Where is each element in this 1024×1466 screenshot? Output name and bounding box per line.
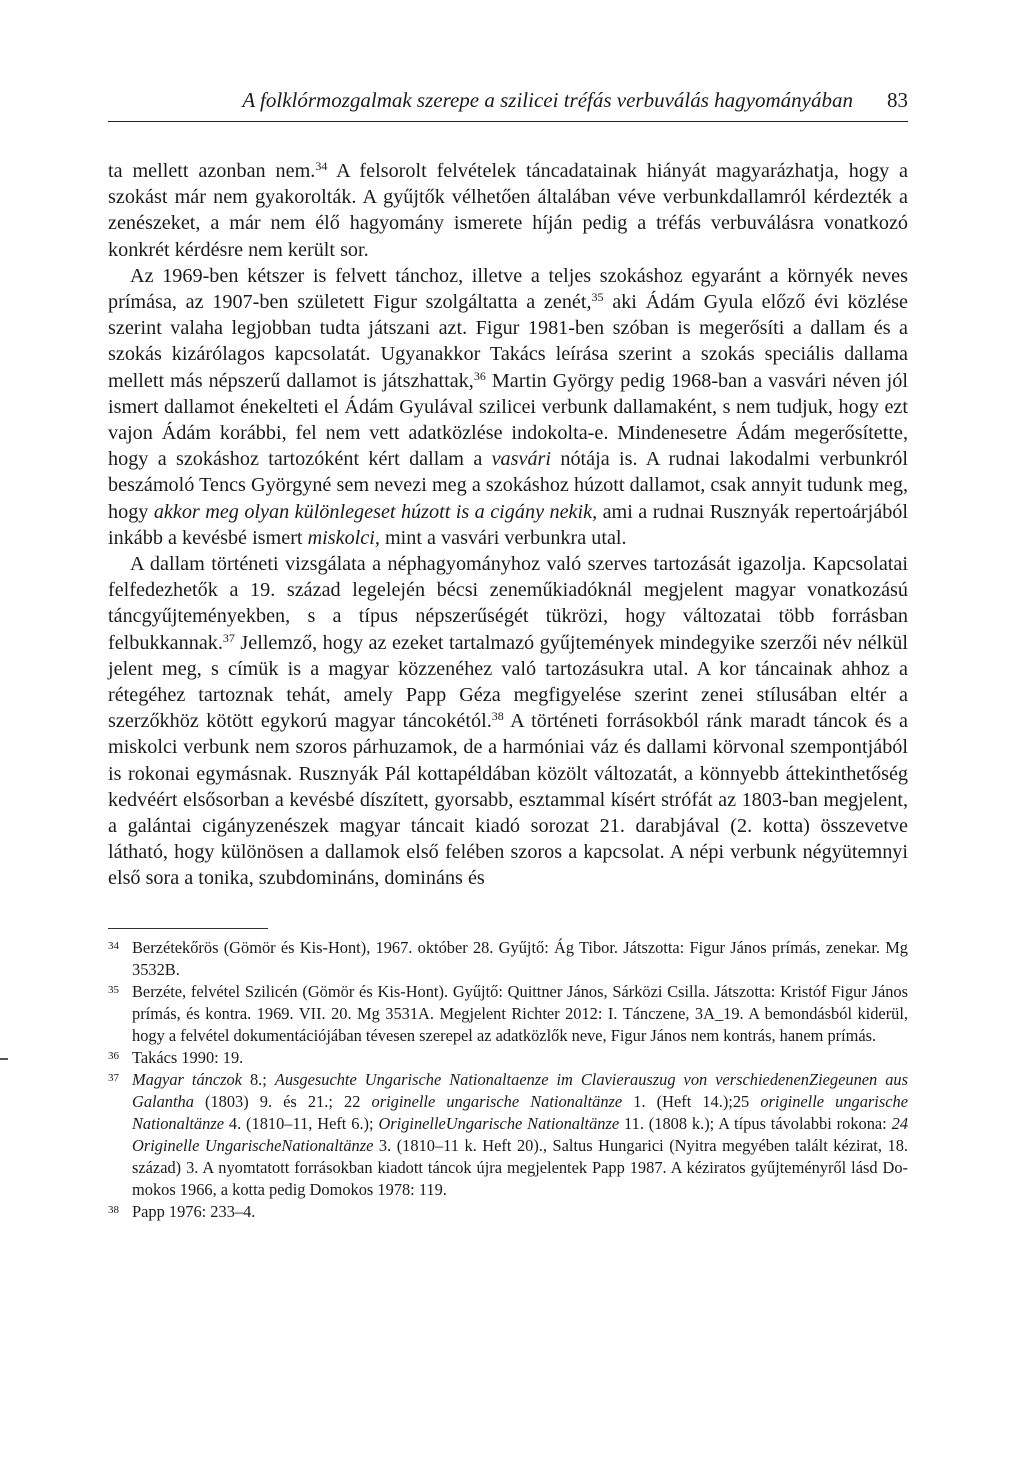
italic-title: 24 Originelle UngarischeNationaltänze (132, 1113, 909, 1155)
text-run: Papp 1976: 233–4. (132, 1201, 256, 1221)
footnotes (108, 937, 908, 1223)
italic-term-miskolci: miskolci, (307, 526, 380, 549)
text-run: Takács 1990: 19. (132, 1047, 244, 1067)
scan-edge-mark (0, 1058, 8, 1060)
text-run: Az 1969-ben kétszer is felvett tánchoz, illetve a teljes szokáshoz egyaránt a környék neves prímása, az 1907-ben született Figur szolgáltatta a zenét, (108, 264, 908, 314)
text-run: Berzétekőrös (Gömör és Kis-Hont), 1967. október 28. Gyűjtő: Ág Tibor. Játszotta: Figur János prímás, zenekar. Mg 3532B. (132, 937, 908, 979)
text-run: 3. (1810–11 k. Heft 20)., Saltus Hungarici (Nyitra megyében talált kézirat, 18. század) 3. A nyomtatott forrásokban kiadott táncok újra megjelentek Papp 1987. A kéziratos gyűjteményről lásd Domokos 1966, a kotta pedig Domokos 1978: 119. (132, 1135, 908, 1199)
text-run: ami a rudnai Rusznyák repertoárjából inkább a kevésbé ismert (108, 500, 908, 549)
footnote-ref-38: 38 (491, 709, 504, 724)
footnote-36 (108, 1047, 908, 1069)
footnote-ref-37: 37 (222, 630, 235, 645)
footnote-ref-35: 35 (591, 290, 604, 305)
text-run: (1803) 9. és 21.; 22 (193, 1091, 372, 1111)
text-run: Jellemző, hogy az ezeket tartalmazó gyűjtemények mindegyike szerzői név nélkül jelent meg, s címük is a magyar közzenéhez való tartozásukra utal. A kor táncainak ahhoz a rétegéhez tartoznak tehát, amely Papp Géza megfigyelése szerint zenei stílusában eltér a szerzőkhöz kötött egykorú magyar táncokétól. (108, 631, 908, 733)
main-text (108, 158, 908, 892)
text-run: A dallam történeti vizsgálata a néphagyományhoz való szerves tartozását igazolja. Kapcsolatai felfedezhetők a 19. század legelején bécsi zeneműkiadóknál megjelent magyar vonatkozású táncgyűjteményekben, s a típus népszerűségét tükrözi, hogy változatai több forrásban felbukkannak. (108, 553, 908, 654)
page-number: 83 (887, 88, 908, 112)
footnote-text (132, 1201, 908, 1223)
paragraph-2 (108, 263, 908, 551)
text-run: 8.; (241, 1069, 275, 1089)
paragraph-1 (108, 158, 908, 263)
footnote-text (132, 1047, 908, 1069)
text-run: A történeti forrásokból ránk maradt táncok és a miskolci verbunk nem szoros párhuzamok, de a harmóniai váz és dallami körvonal szempontjából is rokonai egymásnak. Rusznyák Pál kottapéldában közölt változatát, a könnyebb áttekinthetőség kedvéért elsősorban a kevésbé díszített, gyorsabb, esztammal kísért strófát az 1803-ban megjelent, a galántai cigányzenészek magyar táncait kiadó sorozat 21. darabjával (2. kotta) összevetve látható, hogy különösen a dallamok első felében szoros a kapcsolat. A népi verbunk négyütemnyi első sora a tonika, szubdomináns, domináns és (108, 710, 908, 890)
text-run: Martin György pedig 1968-ban a vasvári néven jól ismert dallamot énekelteti el Ádám Gyulával szilicei verbunk dallamaként, s nem tudjuk, hogy ezt vajon Ádám korábbi, fel nem vett adatközlése indokolta-e. Mindenesetre Ádám megerősítette, hogy a szokáshoz tartozóként kért dallam a (108, 369, 908, 471)
footnote-text (132, 981, 908, 1047)
footnote-ref-36: 36 (473, 368, 486, 383)
italic-quote: akkor meg olyan különlegeset húzott is a cigány nekik, (153, 500, 598, 523)
footnote-37 (108, 1069, 908, 1201)
text-run: 4. (1810–11, Heft 6.); (223, 1113, 379, 1133)
italic-title: originelle ungarische Nationaltänze (371, 1091, 623, 1111)
footnote-ref-34: 34 (315, 159, 328, 173)
running-title: A folklórmozgalmak szerepe a szilicei tréfás verbuválás hagyományában (242, 88, 853, 112)
text-run: A felsorolt felvételek táncadatainak hiányát magyarázhatja, hogy a szokást már nem gyakorolták. A gyűjtők vélhetően általában véve verbunkdallamról kérdezték a zenészeket, a már nem élő hagyomány ismerete híján pedig a tréfás verbuválásra vonatkozó konkrét kérdésre nem került sor. (108, 160, 909, 261)
italic-title: OriginelleUngarische Nationaltänze (378, 1113, 620, 1133)
footnote-35 (108, 981, 908, 1047)
footnote-38 (108, 1201, 908, 1223)
footnote-number: 35 (108, 983, 119, 996)
italic-title: Ausgesuchte Ungarische Nationaltaenze im Clavierauszug von verschiedenenZiegeunen aus Galantha (132, 1069, 908, 1111)
footnote-number: 38 (108, 1203, 119, 1216)
text-run: mint a vasvári verbunkra utal. (379, 526, 627, 549)
footnote-text (132, 937, 908, 981)
footnote-text (132, 1069, 908, 1201)
running-header (108, 88, 908, 122)
text-run: ta mellett azonban nem. (108, 160, 316, 182)
italic-term-vasvari: vasvári (491, 448, 552, 471)
text-run: Berzéte, felvétel Szilicén (Gömör és Kis-Hont). Gyűjtő: Quittner János, Sárközi Csilla. Játszotta: Kristóf Figur János prímás, és kontra. 1969. VII. 20. Mg 3531A. Megjelent Richter 2012: I. Tánczene, 3A_19. A bemondásból kiderül, hogy a felvétel dokumentációjában tévesen szerepel az adatközlők neve, Figur János nem kontrás, hanem prímás. (132, 981, 908, 1045)
text-run: aki Ádám Gyula előző évi közlése szerint valaha legjobban tudta játszani azt. Figur 1981-ben szóban is megerősíti a dallam és a szokás kizárólagos kapcsolatát. Ugyanakkor Takács leírása szerint a szokás speciális dallama mellett más népszerű dallamot is játszhattak, (108, 291, 908, 392)
text-run: nótája is. A rudnai lakodalmi verbunkról beszámoló Tencs Györgyné sem nevezi meg a szokáshoz húzott dallamot, csak annyit tudunk meg, hogy (108, 448, 908, 523)
paragraph-3 (108, 551, 908, 892)
italic-title: originelle ungarische Nationaltänze (132, 1091, 908, 1133)
footnote-number: 37 (108, 1071, 119, 1084)
text-run: 1. (Heft 14.);25 (622, 1091, 761, 1111)
footnote-number: 36 (108, 1049, 119, 1062)
book-page (108, 88, 908, 1223)
footnote-number: 34 (108, 939, 119, 952)
footnote-34 (108, 937, 908, 981)
footnote-separator (108, 928, 268, 929)
text-run: 11. (1808 k.); A típus távolabbi rokona: (619, 1113, 892, 1133)
italic-title: Magyar tánczok (132, 1069, 242, 1089)
